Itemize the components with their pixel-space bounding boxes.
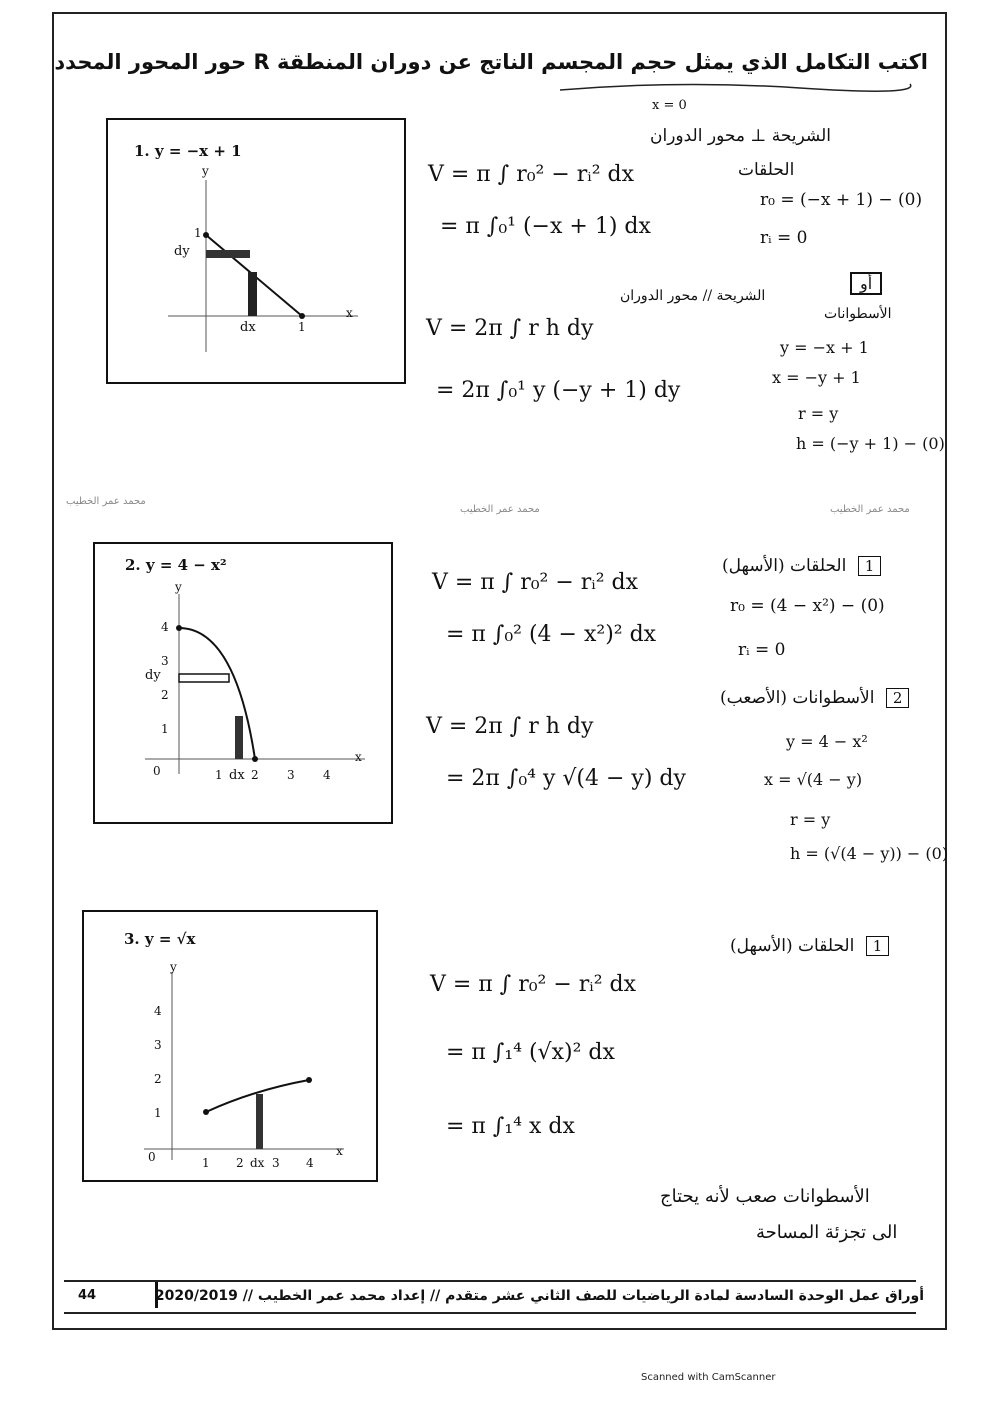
rings-title: الحلقات — [738, 160, 795, 180]
y-tick: 2 — [161, 688, 169, 702]
watermark: محمد عمر الخطيب — [460, 504, 540, 515]
x-tick: 3 — [272, 1156, 280, 1170]
y-tick: 1 — [194, 226, 202, 240]
step-box: 1 — [866, 936, 890, 956]
equation: V = 2π ∫ r h dy — [426, 316, 594, 341]
equation: V = π ∫ r₀² − rᵢ² dx — [428, 162, 635, 187]
shell-title-text: الأسطوانات (الأصعب) — [720, 688, 875, 708]
equation: x = −y + 1 — [772, 368, 861, 387]
header-tag: x = 0 — [652, 98, 687, 113]
y-tick: 3 — [154, 1038, 162, 1052]
x-tick: 1 — [215, 768, 223, 782]
graph-3-label: 3. y = √x — [124, 930, 196, 948]
y-tick: 1 — [154, 1106, 162, 1120]
footer-text: أوراق عمل الوحدة السادسة لمادة الرياضيات للصف الثاني عشر متقدم // إعداد محمد عمر الخطيب // 2020/2019 — [154, 1288, 924, 1304]
graph-2-label: 2. y = 4 − x² — [125, 556, 227, 574]
equation: V = π ∫ r₀² − rᵢ² dx — [430, 972, 637, 997]
equation: V = π ∫ r₀² − rᵢ² dx — [432, 570, 639, 595]
graph-1-label: 1. y = −x + 1 — [134, 142, 242, 160]
watermark: محمد عمر الخطيب — [66, 496, 146, 507]
equation: h = (−y + 1) − (0) — [796, 434, 945, 453]
equation: r₀ = (−x + 1) − (0) — [760, 190, 923, 210]
watermark: محمد عمر الخطيب — [830, 504, 910, 515]
footer-line-top — [64, 1280, 916, 1282]
equation: y = −x + 1 — [780, 338, 869, 357]
y-tick: 4 — [161, 620, 169, 634]
equation: = π ∫₁⁴ x dx — [446, 1114, 575, 1139]
graph-2 — [93, 542, 393, 824]
x-tick: 1 — [202, 1156, 210, 1170]
scanner-credit: Scanned with CamScanner — [641, 1372, 776, 1383]
y-tick: 3 — [161, 654, 169, 668]
x-tick: 1 — [298, 320, 306, 334]
x-tick: 2 — [236, 1156, 244, 1170]
y-tick: 4 — [154, 1004, 162, 1018]
page-title: اكتب التكامل الذي يمثل حجم المجسم الناتج عن دوران المنطقة R حور المحور المحدد — [54, 50, 928, 74]
rings-note: الشريحة ⊥ محور الدوران — [650, 126, 831, 146]
shell-note: الشريحة // محور الدوران — [620, 288, 766, 304]
x-tick: 4 — [306, 1156, 314, 1170]
equation: rᵢ = 0 — [738, 640, 786, 660]
title-underline — [560, 76, 915, 96]
footer-line-bottom — [64, 1312, 916, 1314]
origin-label: 0 — [148, 1150, 156, 1164]
x-axis-label: x — [346, 306, 353, 320]
equation: = 2π ∫₀⁴ y √(4 − y) dy — [446, 766, 686, 791]
step-box: 2 — [886, 688, 910, 708]
dx-label: dx — [240, 320, 256, 335]
shell-title — [720, 688, 909, 708]
equation: = π ∫₀¹ (−x + 1) dx — [440, 214, 651, 239]
rings-title — [730, 936, 889, 956]
equation: r = y — [790, 810, 831, 829]
equation: r₀ = (4 − x²) − (0) — [730, 596, 885, 616]
y-axis-label: y — [175, 580, 182, 594]
x-tick: 4 — [323, 768, 331, 782]
rings-title — [722, 556, 881, 576]
equation: = 2π ∫₀¹ y (−y + 1) dy — [436, 378, 681, 403]
note: الى تجزئة المساحة — [756, 1222, 898, 1243]
x-axis-label: x — [355, 750, 362, 764]
y-tick: 2 — [154, 1072, 162, 1086]
equation: y = 4 − x² — [786, 732, 868, 751]
equation: = π ∫₀² (4 − x²)² dx — [446, 622, 657, 647]
x-tick: 2 — [251, 768, 259, 782]
step-box: 1 — [858, 556, 882, 576]
y-axis-label: y — [170, 960, 177, 974]
dx-label: dx — [229, 768, 245, 783]
dx-label: dx — [250, 1156, 265, 1170]
equation: rᵢ = 0 — [760, 228, 808, 248]
or-box: أو — [850, 272, 882, 295]
rings-title-text: الحلقات (الأسهل) — [722, 556, 847, 576]
dy-label: dy — [174, 244, 190, 259]
origin-label: 0 — [153, 764, 161, 778]
rings-title-text: الحلقات (الأسهل) — [730, 936, 855, 956]
dy-label: dy — [145, 668, 161, 683]
equation: h = (√(4 − y)) − (0) — [790, 844, 949, 863]
x-tick: 3 — [287, 768, 295, 782]
equation: = π ∫₁⁴ (√x)² dx — [446, 1040, 615, 1065]
equation: V = 2π ∫ r h dy — [426, 714, 594, 739]
page-number: 44 — [78, 1288, 97, 1303]
graph-1 — [106, 118, 406, 384]
x-axis-label: x — [336, 1144, 343, 1158]
y-tick: 1 — [161, 722, 169, 736]
equation: r = y — [798, 404, 839, 423]
shell-title: الأسطوانات — [824, 306, 892, 322]
note: الأسطوانات صعب لأنه يحتاج — [660, 1186, 870, 1207]
graph-3 — [82, 910, 378, 1182]
y-axis-label: y — [202, 164, 209, 178]
equation: x = √(4 − y) — [764, 770, 863, 789]
